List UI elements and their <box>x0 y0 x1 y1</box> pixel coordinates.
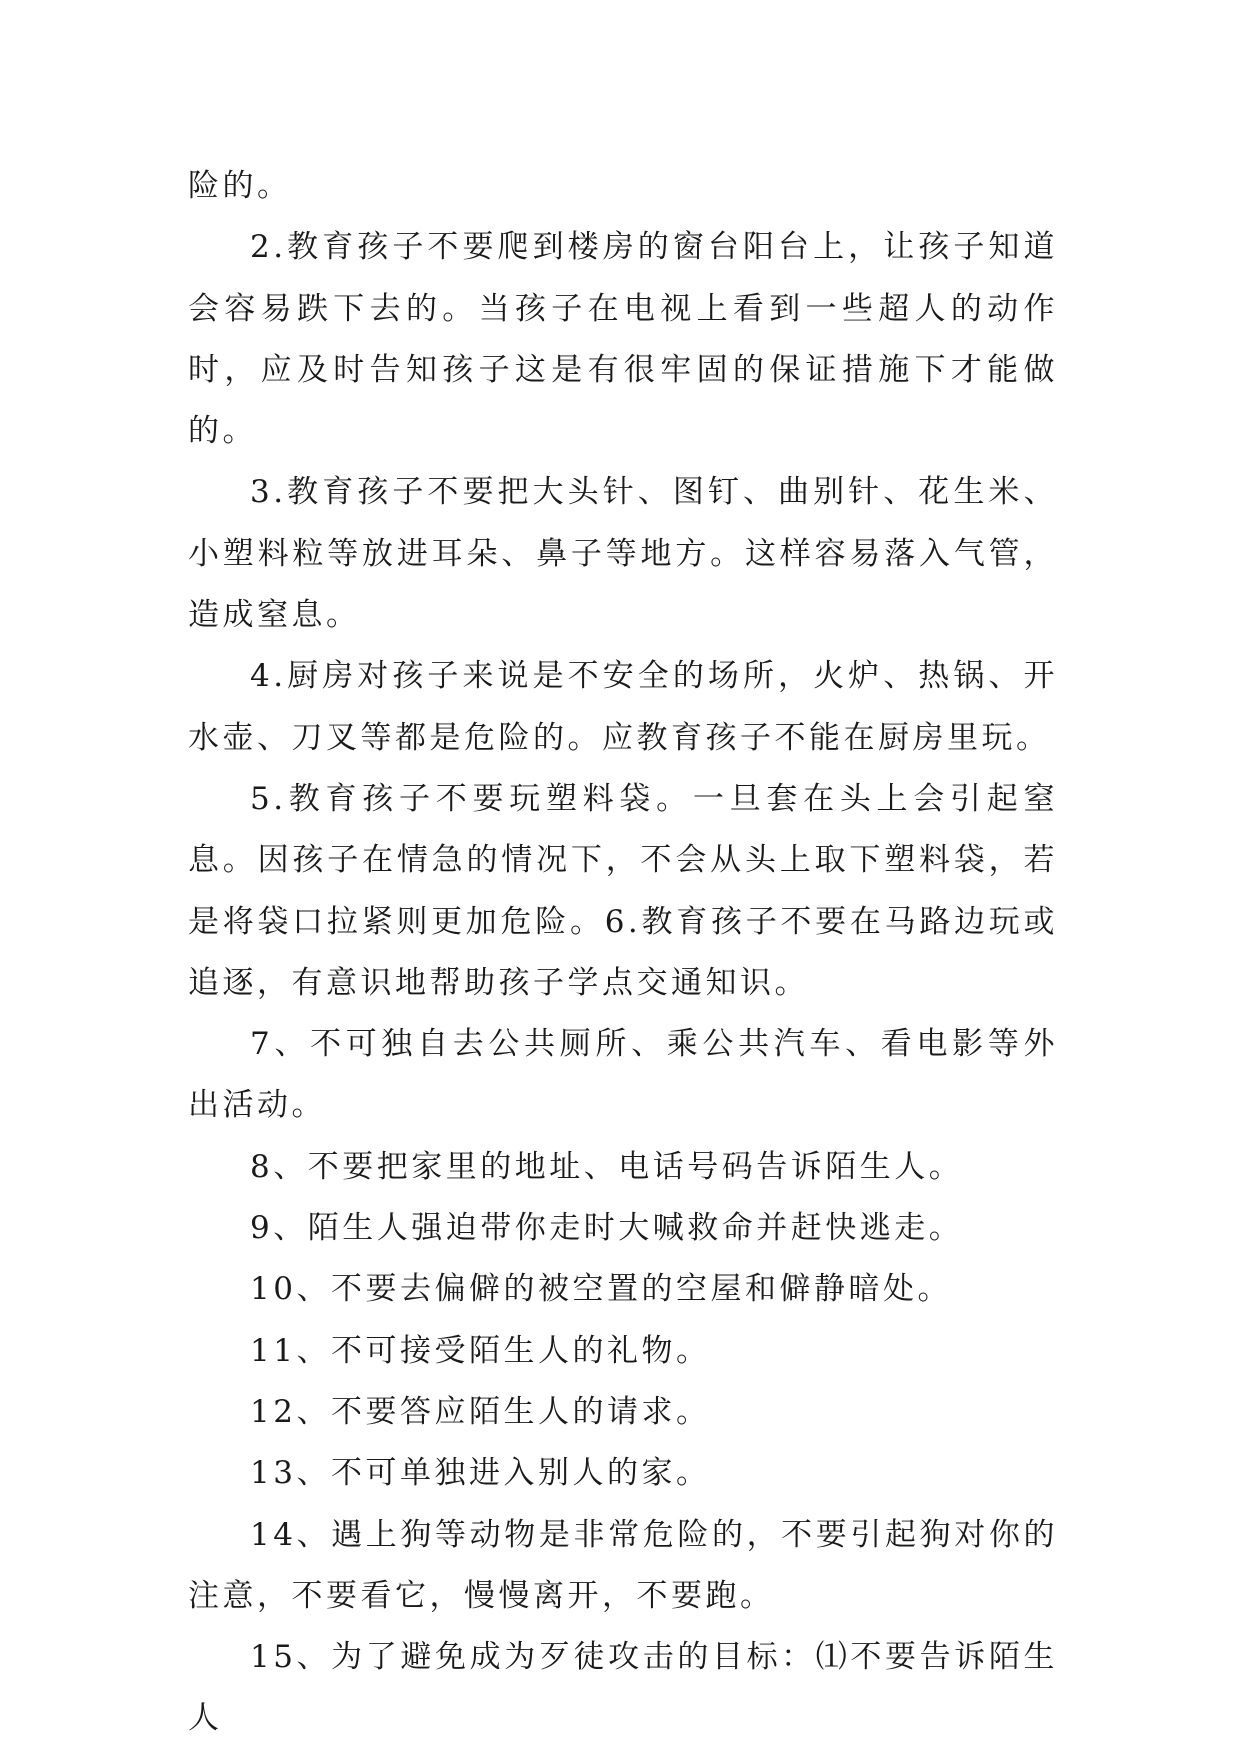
paragraph-item-10: 10、不要去偏僻的被空置的空屋和僻静暗处。 <box>250 1271 952 1308</box>
paragraph-item-2: 2.教育孩子不要爬到楼房的窗台阳台上，让孩子知道会容易跌下去的。当孩子在电视上看到一些超人的动作时，应及时告知孩子这是有很牢固的保证措施下才能做的。 <box>188 229 1058 450</box>
paragraph-item-14: 14、遇上狗等动物是非常危险的，不要引起狗对你的注意，不要看它，慢慢离开，不要跑。 <box>188 1516 1058 1614</box>
paragraph-item-12: 12、不要答应陌生人的请求。 <box>250 1393 711 1430</box>
paragraph-item-9: 9、陌生人强迫带你走时大喊救命并赶快逃走。 <box>250 1210 964 1247</box>
paragraph-item-8: 8、不要把家里的地址、电话号码告诉陌生人。 <box>250 1148 964 1185</box>
paragraph-item-11: 11、不可接受陌生人的礼物。 <box>250 1332 711 1369</box>
body-text <box>188 156 1058 1750</box>
paragraph-item-3: 3.教育孩子不要把大头针、图钉、曲别针、花生米、小塑料粒等放进耳朵、鼻子等地方。这样容易落入气管，造成窒息。 <box>188 474 1058 634</box>
paragraph-item-13: 13、不可单独进入别人的家。 <box>250 1455 711 1492</box>
paragraph-item-15: 15、为了避免成为歹徒攻击的目标：⑴不要告诉陌生人 <box>188 1639 1058 1737</box>
paragraph-item-5-6: 5.教育孩子不要玩塑料袋。一旦套在头上会引起窒息。因孩子在情急的情况下，不会从头上取下塑料袋，若是将袋口拉紧则更加危险。6.教育孩子不要在马路边玩或追逐，有意识地帮助孩子学点交通知识。 <box>188 780 1058 1001</box>
paragraph-item-4: 4.厨房对孩子来说是不安全的场所，火炉、热锅、开水壶、刀叉等都是危险的。应教育孩子不能在厨房里玩。 <box>188 658 1058 756</box>
paragraph-item-7: 7、不可独自去公共厕所、乘公共汽车、看电影等外出活动。 <box>188 1026 1058 1124</box>
paragraph-continuation: 险的。 <box>188 168 292 204</box>
